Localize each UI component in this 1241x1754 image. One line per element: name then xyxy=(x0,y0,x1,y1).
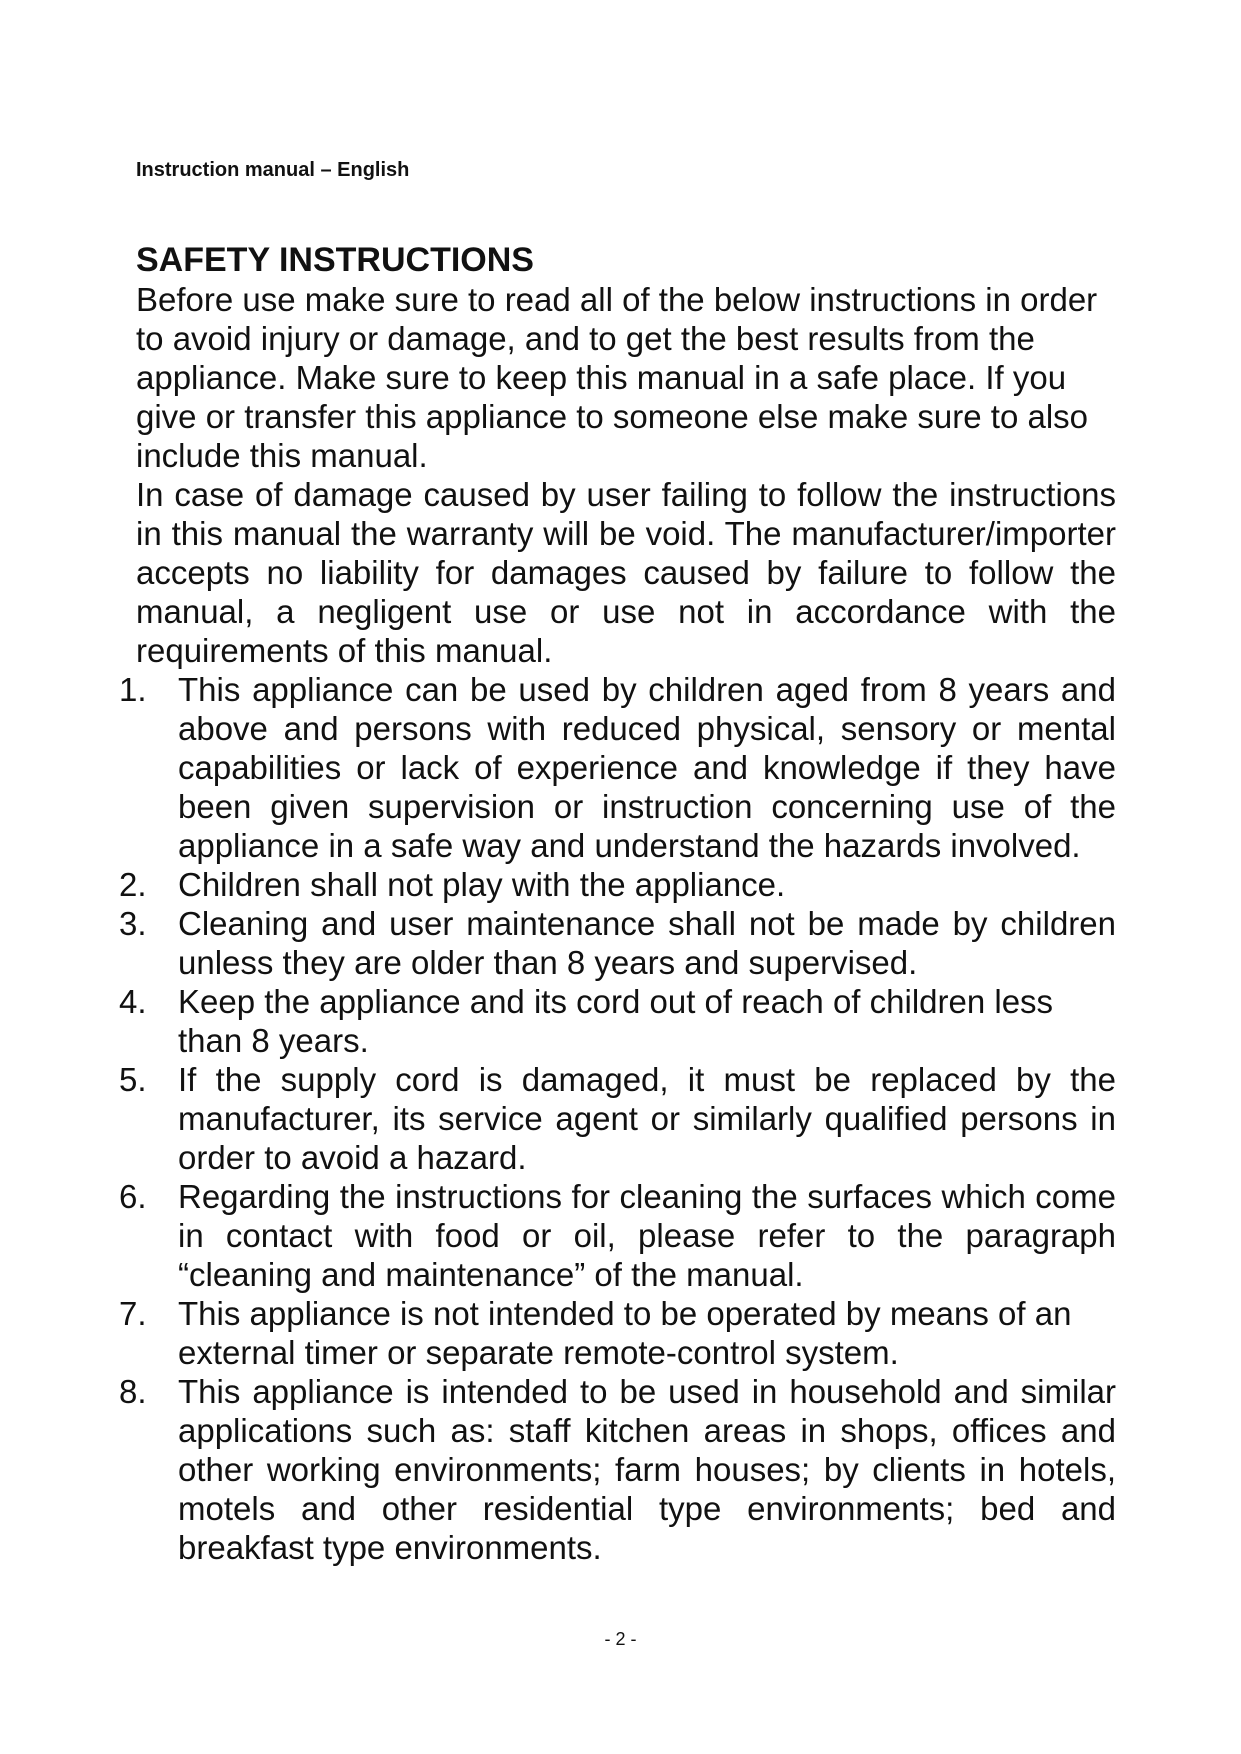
section-title: SAFETY INSTRUCTIONS xyxy=(136,241,534,279)
list-item-number: 8. xyxy=(119,1373,147,1410)
intro-paragraph: Before use make sure to read all of the below instructions in order to avoid injury or damage, and to get the best results from the appliance. Make sure to keep this manual in a safe place. If you give or transfer this appliance to someone else make sure to also include this manual. xyxy=(136,281,1098,474)
list-item-text: Cleaning and user maintenance shall not be made by children unless they are older than 8 years and supervised. xyxy=(178,905,1116,981)
list-item-text: This appliance is intended to be used in household and similar applications such as: staff kitchen areas in shops, offices and other working environments; farm houses; by clients in hotels, motels and other residential type environments; bed and breakfast type environments. xyxy=(178,1373,1116,1566)
list-item-text: Children shall not play with the appliance. xyxy=(178,866,786,903)
list-item-text: This appliance is not intended to be operated by means of an external timer or separate remote-control system. xyxy=(178,1295,1072,1371)
list-item xyxy=(119,904,1116,982)
list-item-number: 1. xyxy=(119,671,147,708)
list-item-number: 3. xyxy=(119,905,147,942)
list-item xyxy=(119,1294,1116,1372)
list-item xyxy=(119,670,1116,865)
manual-header: Instruction manual – English xyxy=(136,159,410,181)
list-item-number: 5. xyxy=(119,1061,147,1098)
list-item-text: Keep the appliance and its cord out of reach of children less than 8 years. xyxy=(178,983,1054,1059)
list-item-number: 6. xyxy=(119,1178,147,1215)
list-item-number: 2. xyxy=(119,866,147,903)
list-item xyxy=(119,1060,1116,1177)
safety-list xyxy=(119,670,1116,1567)
safety-section xyxy=(119,240,1116,1567)
list-item-number: 4. xyxy=(119,983,147,1020)
list-item xyxy=(119,1372,1116,1567)
list-item-text: Regarding the instructions for cleaning the surfaces which come in contact with food or oil, please refer to the paragraph “cleaning and maintenance” of the manual. xyxy=(178,1178,1116,1293)
list-item-text: This appliance can be used by children aged from 8 years and above and persons with reduced physical, sensory or mental capabilities or lack of experience and knowledge if they have been given supervision or instruction concerning use of the appliance in a safe way and understand the hazards involved. xyxy=(178,671,1116,864)
warranty-paragraph: In case of damage caused by user failing to follow the instructions in this manual the warranty will be void. The manufacturer/importer accepts no liability for damages caused by failure to follow the manual, a negligent use or use not in accordance with the requirements of this manual. xyxy=(136,476,1116,669)
list-item xyxy=(119,1177,1116,1294)
list-item-text: If the supply cord is damaged, it must be replaced by the manufacturer, its service agent or similarly qualified persons in order to avoid a hazard. xyxy=(178,1061,1116,1176)
list-item-number: 7. xyxy=(119,1295,147,1332)
list-item xyxy=(119,865,1116,904)
page-number: - 2 - xyxy=(604,1629,637,1649)
list-item xyxy=(119,982,1116,1060)
